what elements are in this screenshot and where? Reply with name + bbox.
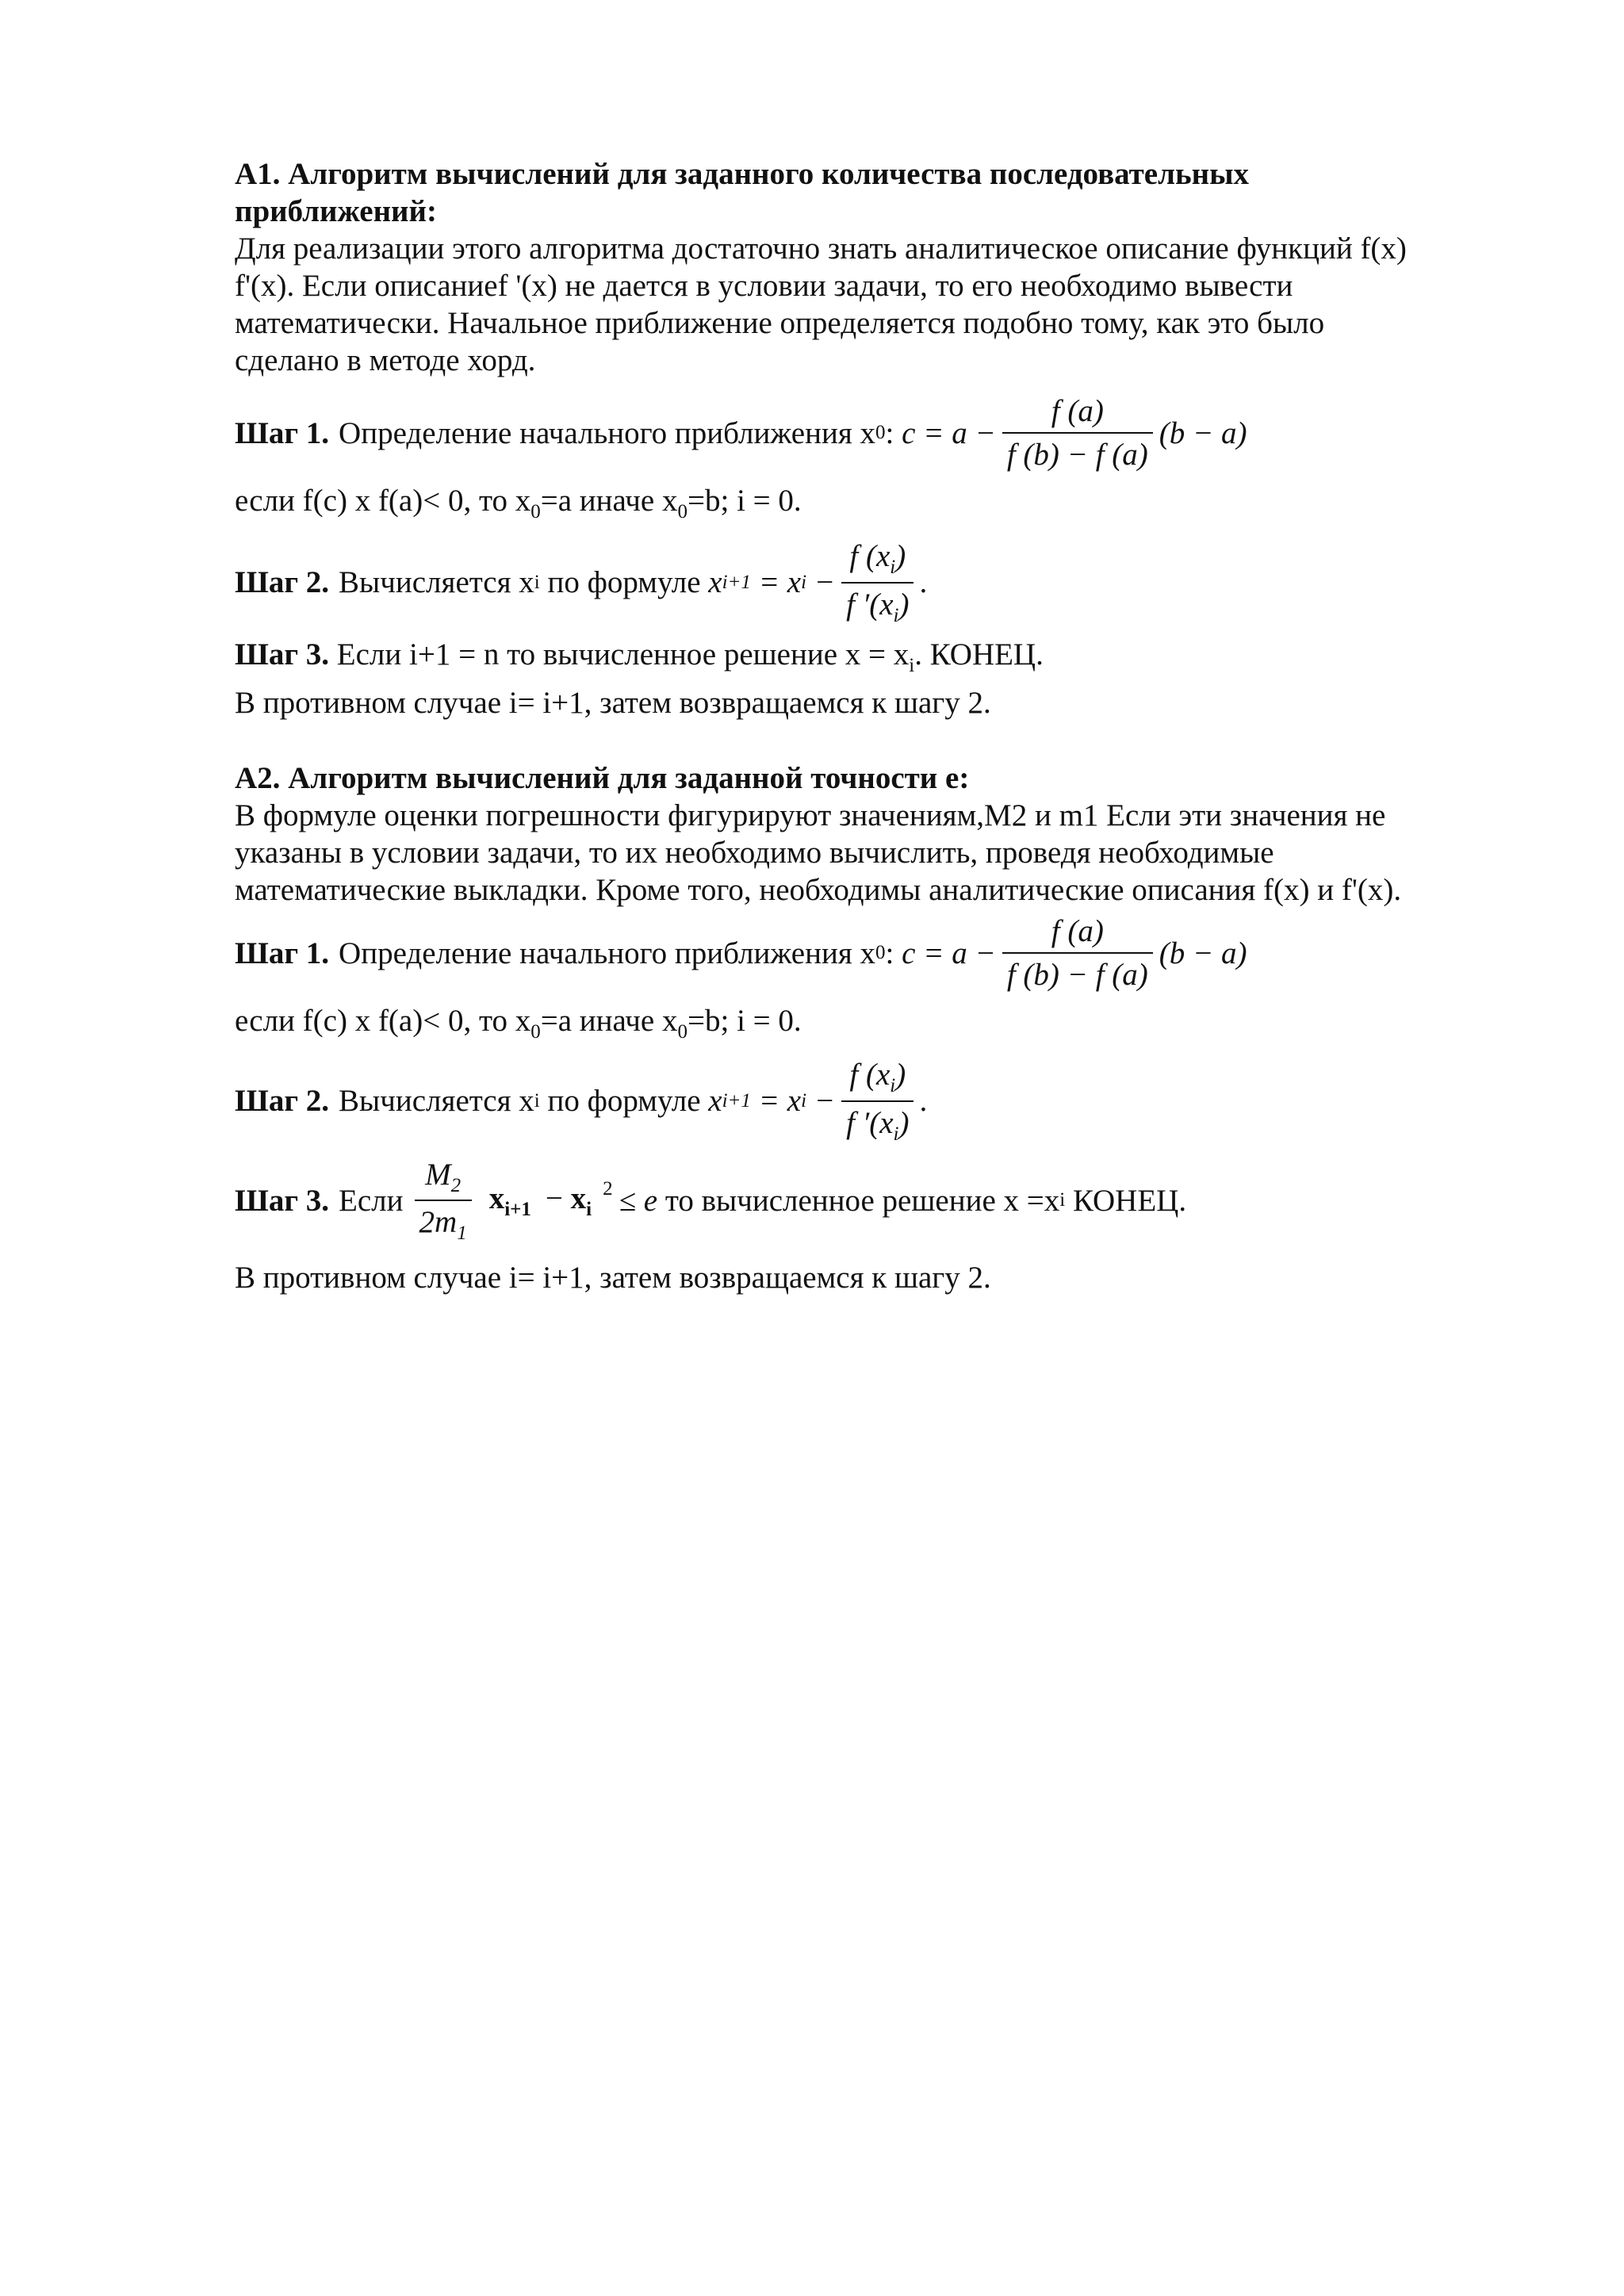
- a2-para-line1: В формуле оценки погрешности фигурируют значениям,M2 и m1 Если эти значения не: [235, 798, 1386, 833]
- a1-step1-sub: 0: [875, 422, 886, 443]
- a2-step1: Шаг 1. Определение начального приближения x 0 : c = a − $\frac{f (a)}{f (b) - f (a)}$ (b − a): [235, 914, 1247, 993]
- a1-para-line3: математически. Начальное приближение определяется подобно тому, как это было: [235, 306, 1325, 340]
- a1-step1: Шаг 1. Определение начального приближения x 0 : c = a − $\frac{f (a)}{f (b) - f (a)}$ (b − a): [235, 394, 1247, 472]
- a2-error-formula: $\frac{M_2}{2m_1}$ $x_{i+1}$ − $x_i$ $^2$ ≤ e: [404, 1157, 658, 1246]
- a2-step3: Шаг 3. Если $\frac{M_2}{2m_1}$ $x_{i+1}$ − $x_i$ $^2$ ≤ e то вычисленное решение x =x i КОНЕЦ.: [235, 1157, 1187, 1245]
- a1-else: В противном случае i= i+1, затем возвращаемся к шагу 2.: [235, 686, 991, 721]
- a1-title-line1: А1. Алгоритм вычислений для заданного количества последовательных: [235, 157, 1250, 191]
- a2-para-line2: указаны в условии задачи, то их необходимо вычислить, проведя необходимые: [235, 836, 1274, 871]
- a1-formula-newton: x i+1 = x i − $\frac{f (x_i)}{f '(x_i)}$ .: [700, 538, 929, 626]
- a1-step1-text: Определение начального приближения x: [339, 415, 876, 450]
- a1-para-line4: сделано в методе хорд.: [235, 343, 536, 377]
- a1-title-line2: приближений:: [235, 194, 437, 228]
- a2-formula-chord: c = a − $\frac{f (a)}{f (b) - f (a)}$ (b − a): [894, 914, 1247, 993]
- a2-else: В противном случае i= i+1, затем возвращаемся к шагу 2.: [235, 1261, 991, 1295]
- a1-step3: Шаг 3. Если i+1 = n то вычисленное решение $x = x_i$. КОНЕЦ.: [235, 637, 1044, 677]
- a1-formula-chord: c = a − $\frac{f (a)}{f (b) - f (a)}$ (b − a): [894, 394, 1247, 472]
- a1-step2-label: Шаг 2.: [235, 565, 330, 600]
- a1-para-line2: f'(x). Если описаниеf '(x) не дается в условии задачи, то его необходимо вывести: [235, 269, 1293, 303]
- document-page: [235, 155, 1503, 1296]
- a2-para-line3: математические выкладки. Кроме того, необходимы аналитические описания f(x) и f'(x).: [235, 873, 1402, 908]
- a1-condition: если f(c) x f(a)< 0, то $x_0=a$ иначе $x_0=b$; i = 0.: [235, 484, 802, 522]
- a2-formula-newton: x i+1 = x i − $\frac{f (x_i)}{f '(x_i)}$ .: [700, 1057, 929, 1145]
- a2-condition: если f(c) x f(a)< 0, то $x_0=a$ иначе $x_0=b$; i = 0.: [235, 1004, 802, 1043]
- a1-step1-label: Шаг 1.: [235, 415, 330, 450]
- a1-step2: Шаг 2. Вычисляется x i по формуле x i+1 = x i − $\frac{f (x_i)}{f '(x_i)}$ .: [235, 538, 929, 626]
- a2-title: А2. Алгоритм вычислений для заданной точности e:: [235, 761, 970, 796]
- a1-para-line1: Для реализации этого алгоритма достаточно знать аналитическое описание функций f(x): [235, 232, 1407, 266]
- a2-step2: Шаг 2. Вычисляется x i по формуле x i+1 = x i − $\frac{f (x_i)}{f '(x_i)}$ .: [235, 1057, 929, 1145]
